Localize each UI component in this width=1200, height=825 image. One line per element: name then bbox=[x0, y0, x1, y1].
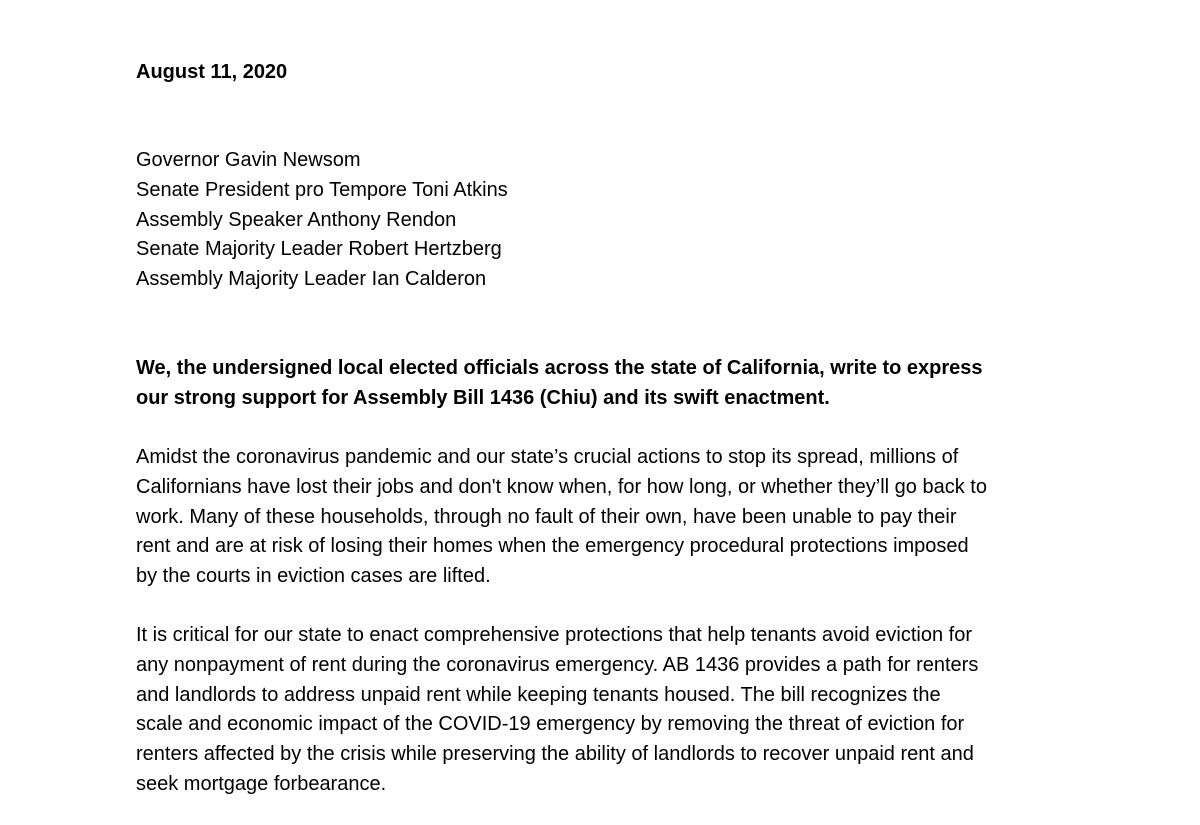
paragraph-line: by the courts in eviction cases are lifted. bbox=[136, 565, 491, 588]
addressee: Senate Majority Leader Robert Hertzberg bbox=[136, 238, 502, 261]
paragraph-pandemic-impact bbox=[136, 443, 1076, 592]
intro-line: We, the undersigned local elected officials across the state of California, write to express bbox=[136, 357, 983, 379]
letter-date: August 11, 2020 bbox=[136, 61, 288, 83]
paragraph-line: rent and are at risk of losing their homes when the emergency procedural protections imposed bbox=[136, 535, 969, 558]
paragraph-line: work. Many of these households, through no fault of their own, have been unable to pay their bbox=[136, 505, 957, 528]
intro-line: our strong support for Assembly Bill 1436 (Chiu) and its swift enactment. bbox=[136, 386, 830, 409]
paragraph-line: seek mortgage forbearance. bbox=[136, 772, 387, 795]
addressee: Assembly Majority Leader Ian Calderon bbox=[136, 268, 487, 291]
paragraph-line: It is critical for our state to enact comprehensive protections that help tenants avoid eviction for bbox=[136, 624, 972, 646]
addressee-list bbox=[136, 146, 508, 295]
addressee: Assembly Speaker Anthony Rendon bbox=[136, 208, 457, 231]
paragraph-line: any nonpayment of rent during the coronavirus emergency. AB 1436 provides a path for renters bbox=[136, 653, 979, 676]
paragraph-line: scale and economic impact of the COVID-19 emergency by removing the threat of eviction for bbox=[136, 713, 965, 736]
addressee: Governor Gavin Newsom bbox=[136, 149, 361, 171]
addressee: Senate President pro Tempore Toni Atkins bbox=[136, 178, 508, 201]
paragraph-line: and landlords to address unpaid rent while keeping tenants housed. The bill recognizes the bbox=[136, 683, 941, 706]
intro-statement bbox=[136, 354, 1076, 414]
paragraph-line: Amidst the coronavirus pandemic and our state’s crucial actions to stop its spread, millions of bbox=[136, 446, 959, 468]
paragraph-ab1436 bbox=[136, 621, 1076, 800]
paragraph-line: Californians have lost their jobs and don't know when, for how long, or whether they’ll go back to bbox=[136, 475, 987, 498]
paragraph-line: renters affected by the crisis while preserving the ability of landlords to recover unpaid rent and bbox=[136, 743, 974, 766]
